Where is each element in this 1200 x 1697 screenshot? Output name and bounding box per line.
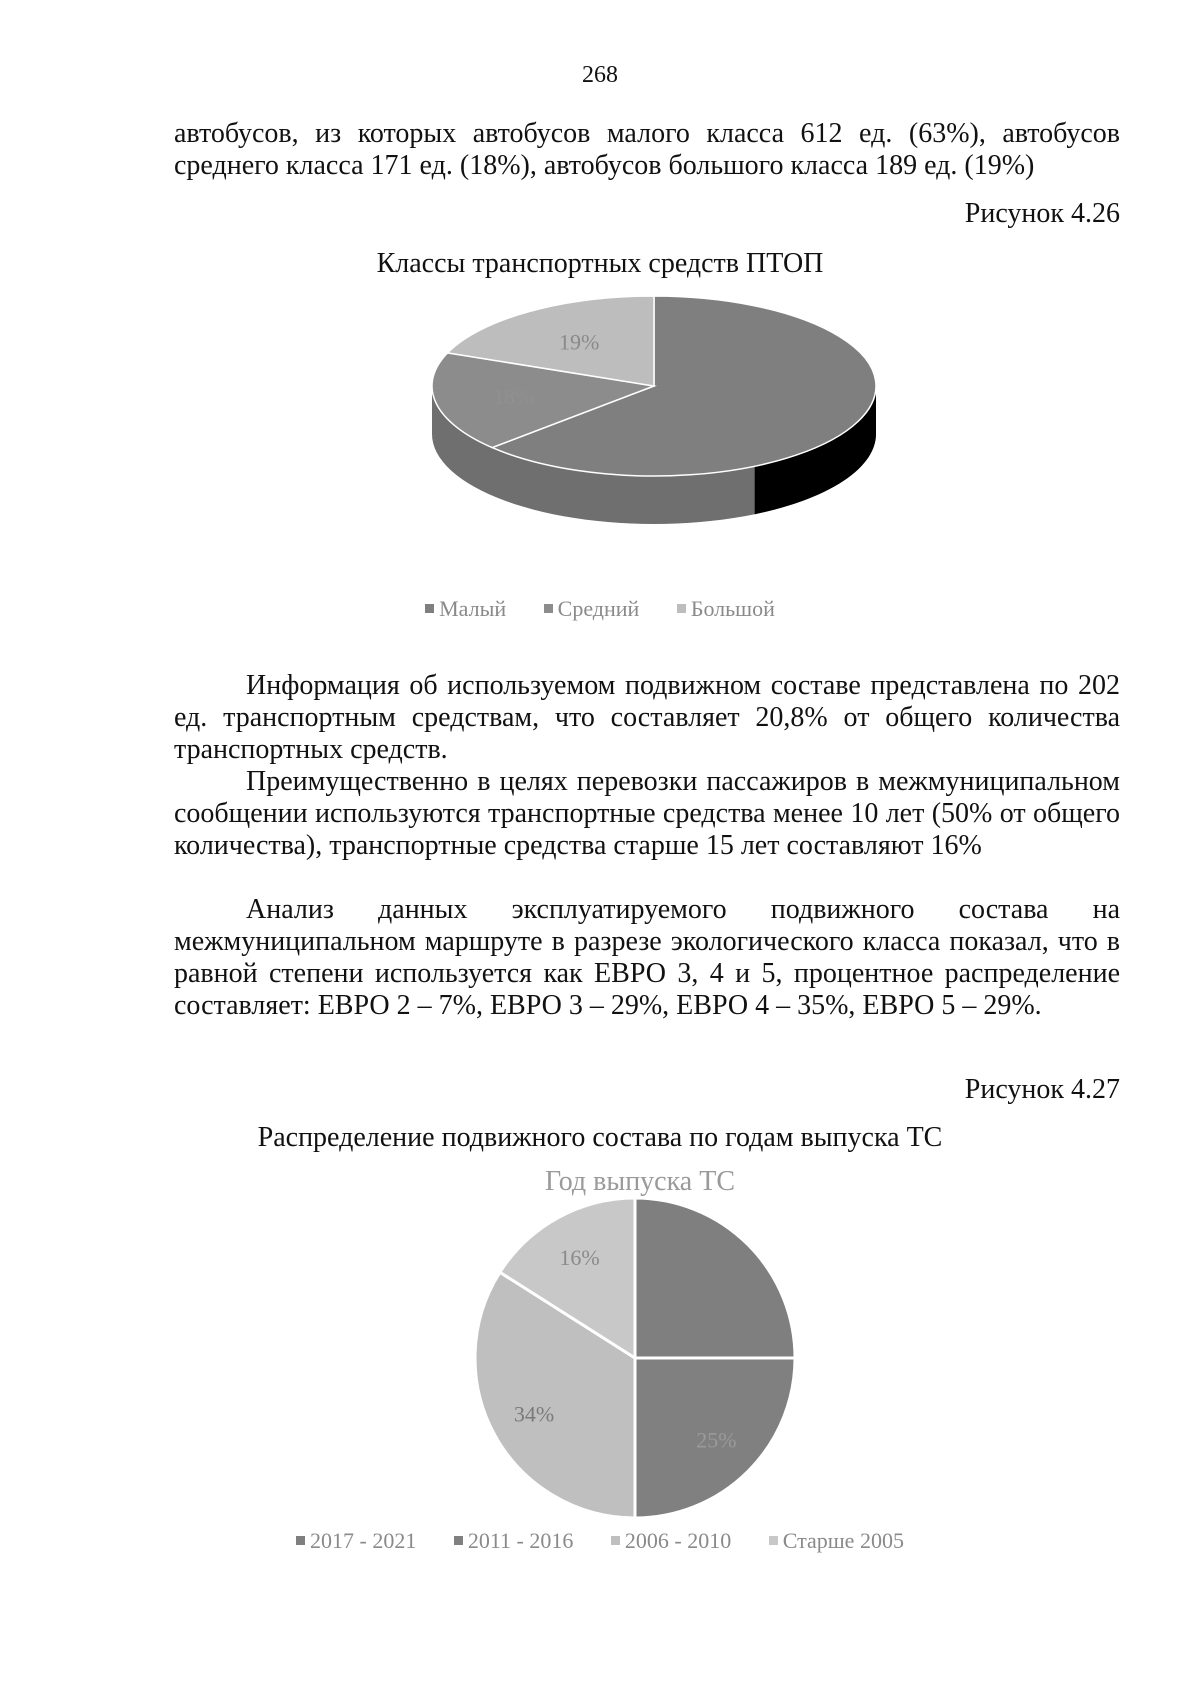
slice-2017-2021 <box>635 1198 795 1358</box>
legend-swatch-medium <box>544 604 553 613</box>
legend-label-older-2005: Старше 2005 <box>782 1528 904 1553</box>
page-number: 268 <box>582 62 618 88</box>
paragraph-vehicle-age: Преимущественно в целях перевозки пассажиров в межмуниципальном сообщении используются транспортные средства менее 10 лет (50% от общего количества), транспортные средства старше 15 лет составляют 16% <box>174 766 1120 861</box>
legend-swatch-2011-2016 <box>454 1536 463 1545</box>
legend-swatch-large <box>677 604 686 613</box>
slice-label-2006-2010: 34% <box>513 1401 555 1427</box>
figure-4-26-label: Рисунок 4.26 <box>964 198 1120 229</box>
legend-item-2006-2010 <box>611 1528 731 1554</box>
figure-4-27-title: Распределение подвижного состава по годам выпуска ТС <box>257 1122 943 1153</box>
legend-item-older-2005 <box>769 1528 904 1554</box>
legend-swatch-small <box>425 604 434 613</box>
legend-label-small: Малый <box>439 596 507 621</box>
vehicle-class-pie-chart <box>0 0 1200 600</box>
legend-label-2006-2010: 2006 - 2010 <box>624 1528 732 1553</box>
year-of-manufacture-pie-chart <box>0 1160 1200 1520</box>
legend-item-medium <box>544 596 640 622</box>
slice-label-2011-2016: 25% <box>696 1427 737 1453</box>
legend-swatch-older-2005 <box>769 1536 778 1545</box>
paragraph-eco-class: Анализ данных эксплуатируемого подвижного состава на межмуниципальном маршруте в разрезе экологического класса показал, что в равной степени используется как ЕВРО 3, 4 и 5, процентное распределение составляет: ЕВРО 2 – 7%, ЕВРО 3 – 29%, ЕВРО 4 – 35%, ЕВРО 5 – 29%. <box>174 894 1120 1021</box>
legend-label-large: Большой <box>690 596 775 621</box>
slice-label-medium: 18% <box>492 384 534 410</box>
intro-paragraph: автобусов, из которых автобусов малого класса 612 ед. (63%), автобусов среднего класса 171 ед. (18%), автобусов большого класса 189 ед. (19%) <box>174 118 1120 181</box>
legend-label-2011-2016: 2011 - 2016 <box>467 1528 574 1553</box>
legend-item-large <box>677 596 775 622</box>
paragraph-rolling-stock-info: Информация об используемом подвижном составе представлена по 202 ед. транспортным средствам, что составляет 20,8% от общего количества транспортных средств. <box>174 670 1120 765</box>
slice-label-older-2005: 16% <box>559 1245 600 1271</box>
pie-inner-title: Год выпуска ТС <box>545 1166 735 1197</box>
figure-4-27-label: Рисунок 4.27 <box>964 1074 1120 1105</box>
legend-item-2017-2021 <box>296 1528 416 1554</box>
legend-swatch-2017-2021 <box>296 1536 305 1545</box>
legend-swatch-2006-2010 <box>611 1536 620 1545</box>
legend-label-2017-2021: 2017 - 2021 <box>310 1528 417 1553</box>
figure-4-26-title: Классы транспортных средств ПТОП <box>376 248 824 279</box>
figure-4-27-legend <box>0 1528 1200 1554</box>
legend-item-2011-2016 <box>454 1528 574 1554</box>
legend-item-small <box>425 596 506 622</box>
slice-label-large: 19% <box>558 329 600 355</box>
figure-4-26-legend <box>0 596 1200 622</box>
legend-label-medium: Средний <box>557 596 640 621</box>
